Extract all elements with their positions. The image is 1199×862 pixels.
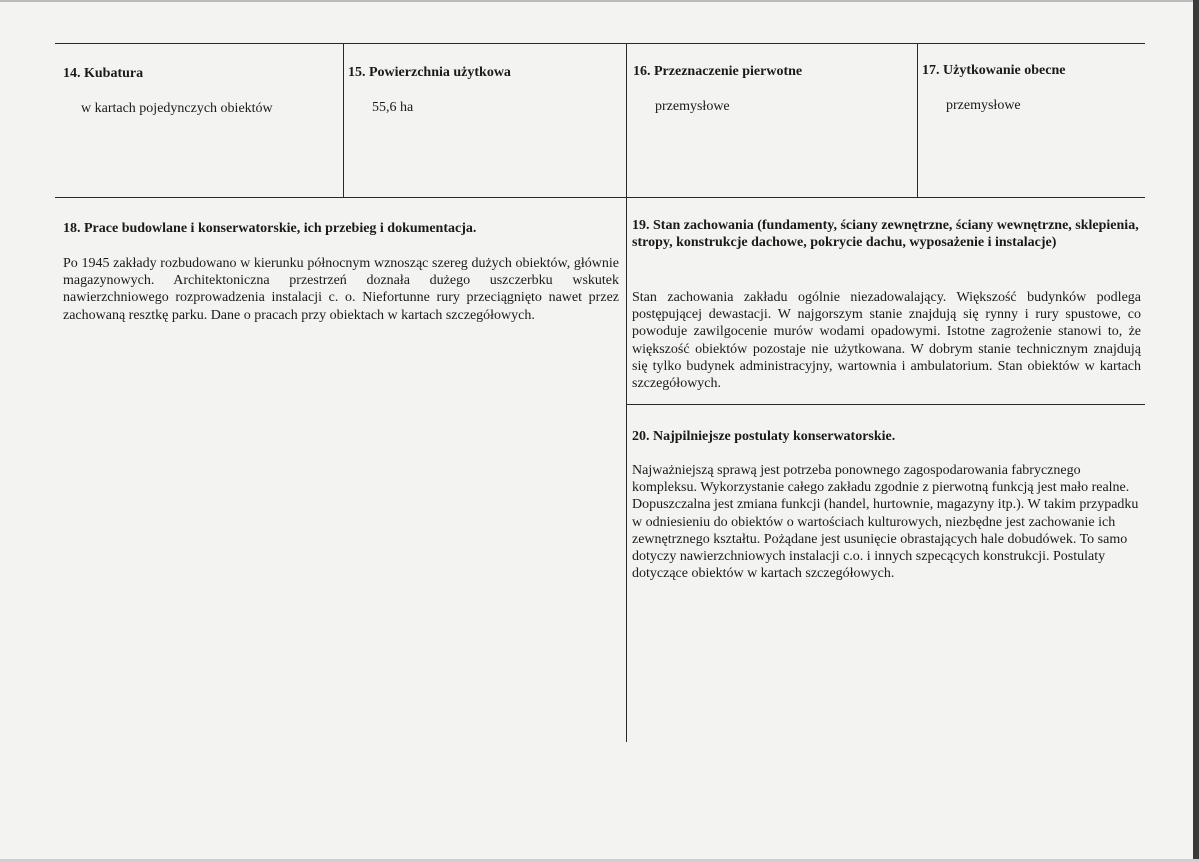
- field-15-title: 15. Powierzchnia użytkowa: [348, 65, 511, 80]
- section-19-20-divider: [626, 404, 1145, 405]
- field-16-title: 16. Przeznaczenie pierwotne: [633, 64, 803, 79]
- field-16-value: przemysłowe: [655, 99, 730, 114]
- col-divider-15-16: [626, 43, 627, 197]
- row1-bottom-border: [55, 197, 1145, 198]
- col-divider-14-15: [343, 43, 344, 197]
- field-17-title: 17. Użytkowanie obecne: [922, 63, 1066, 78]
- section-20-title: 20. Najpilniejsze postulaty konserwatorskie.: [632, 429, 896, 444]
- table-top-border: [55, 43, 1145, 44]
- section-19-title: 19. Stan zachowania (fundamenty, ściany zewnętrzne, ściany wewnętrzne, sklepienia, stropy, konstrukcje dachowe, pokrycie dachu, wyposażenie i instalacje): [632, 218, 1139, 250]
- col-divider-16-17: [917, 43, 918, 197]
- field-15-value: 55,6 ha: [372, 100, 414, 115]
- page-right-edge: [1193, 0, 1199, 862]
- section-19-text: Stan zachowania zakładu ogólnie niezadowalający. Większość budynków podlega postępującej dewastacji. W najgorszym stanie znajdują się rynny i rury spustowe, co powoduje zawilgocenie murów wodami opadowymi. Istotne zagrożenie stanowi to, że większość obiektów pozostaje nie użytkowana. W dobrym stanie technicznym znajdują się tylko budynek administracyjny, wartownia i ambulatorium. Stan obiektów w kartach szczegółowych.: [632, 290, 1141, 392]
- field-14-value: w kartach pojedynczych obiektów: [81, 101, 273, 116]
- field-14-title: 14. Kubatura: [63, 66, 144, 81]
- section-20-text: Najważniejszą sprawą jest potrzeba ponownego zagospodarowania fabrycznego kompleksu. Wykorzystanie całego zakładu zgodnie z pierwotną funkcją jest mało realne. Dopuszczalna jest zmiana funkcji (handel, hurtownie, magazyny itp.). W takim przypadku w odniesieniu do obiektów o wartościach kulturowych, niezbędne jest zachowanie ich zewnętrznego kształtu. Pożądane jest usunięcie obrastających hale dobudówek. To samo dotyczy nawierzchniowych instalacji c.o. i innych szpecących konstrukcji. Postulaty dotyczące obiektów w kartach szczegółowych.: [632, 463, 1139, 582]
- col-divider-18-19: [626, 197, 627, 742]
- section-18-text: Po 1945 zakłady rozbudowano w kierunku północnym wznosząc szereg dużych obiektów, głównie magazynowych. Architektoniczna przestrzeń doznała dużego uszczerbku wskutek nawierzchniowego rozprowadzenia instalacji c. o. Niefortunne rury przeciągnięto nawet przez zachowaną resztkę parku. Dane o pracach przy obiektach w kartach szczegółowych.: [63, 256, 619, 323]
- page-top-edge: [0, 0, 1199, 2]
- section-18-title: 18. Prace budowlane i konserwatorskie, ich przebieg i dokumentacja.: [63, 221, 477, 236]
- field-17-value: przemysłowe: [946, 98, 1021, 113]
